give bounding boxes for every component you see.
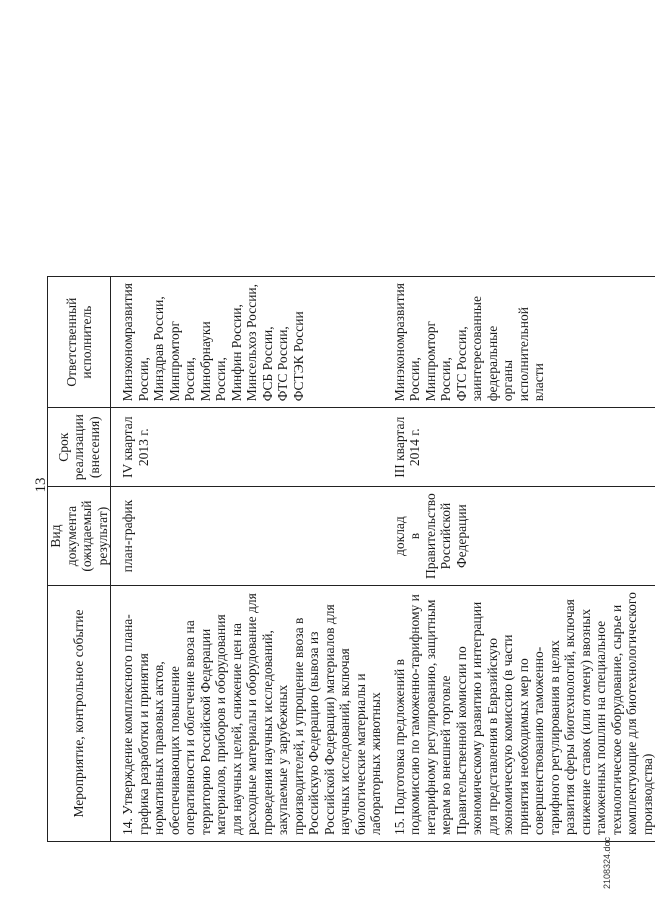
row-deadline: III квартал 2014 г. [384,408,655,487]
row-activity: 15. Подготовка предложений в подкомиссию по таможенно-тарифному и нетарифному регулированию, защитным мерам во внешней торговле Правительственной комиссии по экономическому развитию и интеграции для представления в Евразийскую экономическую комиссию (в части принятия необходимых мер по совершенствованию таможенно-тарифного регулирования в целях развития сферы биотехнологий, включая снижение ставок (или отмену) ввозных таможенных пошлин на специальное технологическое оборудование, сырье и комплектующие для биотехнологического производства) [384,586,655,842]
table-row [384,277,655,842]
table-row [111,277,384,842]
table-header-row [48,277,111,842]
footer-doc-id: 2108324.doc [602,836,612,889]
header-deadline: Срок реализации (внесения) [48,408,111,487]
row-deadline: IV квартал 2013 г. [111,408,384,487]
header-doc-type: Вид документа (ожидаемый результат) [48,487,111,586]
row-doc-type: план-график [111,487,384,586]
row-responsible: Минэкономразвития России, Минздрав России, Минпромторг России, Минобрнауки России, Минфин России, Минсельхоз России, ФСБ России, ФТС России, ФСТЭК России [111,277,384,408]
measures-table [47,276,655,842]
header-activity: Мероприятие, контрольное событие [48,586,111,842]
page-number: 13 [33,477,49,493]
row-responsible: Минэкономразвития России, Минпромторг России, ФТС России, заинтересованные федеральные органы исполнительной власти [384,277,655,408]
row-doc-type: доклад в Правительство Российской Федерации [384,487,655,586]
row-activity: 14. Утверждение комплексного плана-графика разработки и принятия нормативных правовых актов, обеспечивающих повышение оперативности и облегчение ввоза на территорию Российской Федерации материалов, приборов и оборудования для научных целей, снижение цен на расходные материалы и оборудование для проведения научных исследований, закупаемые у зарубежных производителей, и упрощение ввоза в Российскую Федерацию (вывоза из Российской Федерации) материалов для научных исследований, включая биологические материалы и лабораторных животных [111,586,384,842]
header-responsible: Ответственный исполнитель [48,277,111,408]
